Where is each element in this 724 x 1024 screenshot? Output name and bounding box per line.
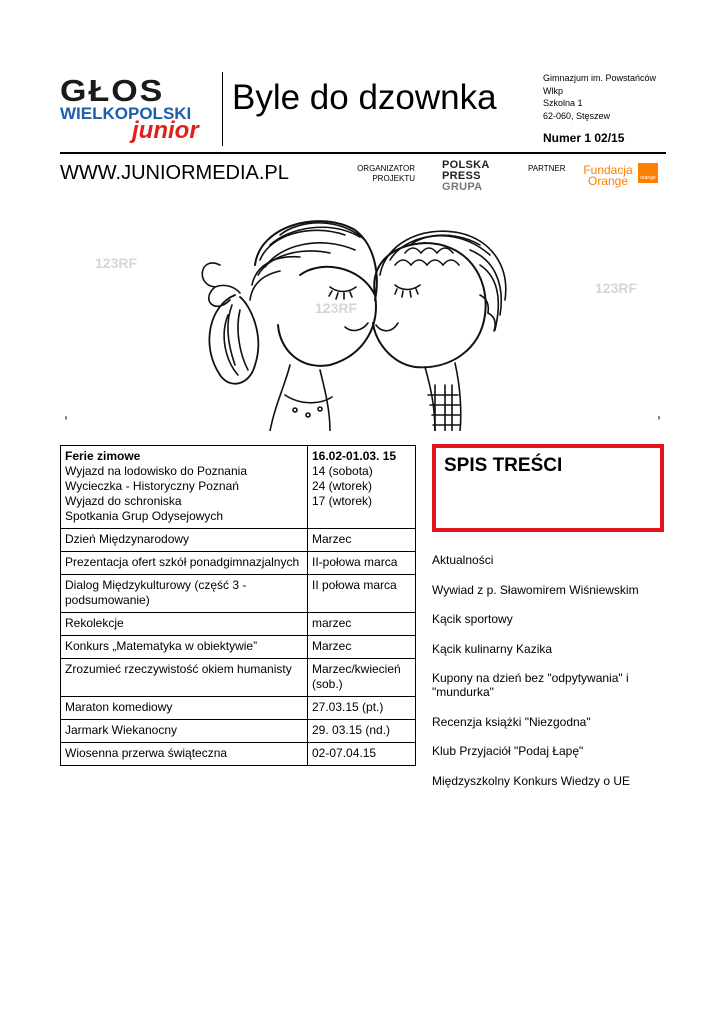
school-address <box>543 72 683 122</box>
event-date-line: 29. 03.15 (nd.) <box>312 723 391 737</box>
event-name-line: Prezentacja ofert szkół ponadgimnazjalnych <box>65 555 300 569</box>
table-row <box>61 720 416 743</box>
stray-comma: , <box>64 405 68 421</box>
event-date-line: II-połowa marca <box>312 555 398 569</box>
logo-wielkopolski-text: WIELKOPOLSKI <box>60 104 192 123</box>
table-row <box>61 575 416 613</box>
toc-list <box>432 553 672 803</box>
table-row <box>61 743 416 766</box>
event-date-line: marzec <box>312 616 352 630</box>
school-line: Gimnazjum im. Powstańców <box>543 73 657 83</box>
toc-title: SPIS TREŚCI <box>444 455 563 476</box>
event-date-line: 16.02-01.03. 15 <box>312 449 397 463</box>
toc-item[interactable]: Kupony na dzień bez "odpytywania" i "mundurka" <box>432 671 629 699</box>
event-date-cell <box>308 697 416 720</box>
event-date-line: 02-07.04.15 <box>312 746 377 760</box>
event-date-line: Marzec/kwiecień (sob.) <box>312 662 401 691</box>
event-name-cell <box>61 697 308 720</box>
event-date-cell <box>308 446 416 529</box>
event-date-line: 14 (sobota) <box>312 464 373 478</box>
toc-item[interactable]: Recenzja książki "Niezgodna" <box>432 714 591 729</box>
event-name-line: Spotkania Grup Odysejowych <box>65 509 224 523</box>
table-row <box>61 552 416 575</box>
issue-number: Numer 1 02/15 <box>543 131 625 145</box>
organizer-label: ORGANIZATOR PROJEKTU <box>357 164 415 183</box>
event-name-line: Rekolekcje <box>65 616 124 630</box>
event-name-line: Wiosenna przerwa świąteczna <box>65 746 228 760</box>
toc-item[interactable]: Klub Przyjaciół "Podaj Łapę" <box>432 744 584 758</box>
table-row <box>61 659 416 697</box>
event-name-line: Dzień Międzynarodowy <box>65 532 190 546</box>
event-date-line: II połowa marca <box>312 578 397 592</box>
event-name-cell <box>61 529 308 552</box>
newsletter-title: Byle do dzownka <box>232 78 497 117</box>
event-name-cell <box>61 613 308 636</box>
kissing-couple-illustration <box>64 205 661 431</box>
event-name-cell <box>61 575 308 613</box>
event-date-line: Marzec <box>312 532 352 546</box>
toc-item[interactable]: Kącik sportowy <box>432 612 513 626</box>
event-name-line: Wyjazd na lodowisko do Poznania <box>65 464 247 478</box>
website-link[interactable]: WWW.JUNIORMEDIA.PL <box>60 162 289 184</box>
logo-glos-text: GŁOS <box>60 73 165 109</box>
event-name-cell <box>61 552 308 575</box>
events-table <box>60 445 416 766</box>
event-name-line: Dialog Międzykulturowy (część 3 - podsumowanie) <box>65 578 247 607</box>
header-divider <box>222 72 223 146</box>
event-name-cell <box>61 659 308 697</box>
header-rule <box>60 152 666 154</box>
watermark: 123RF <box>315 300 358 316</box>
partner-label: PARTNER <box>528 164 566 173</box>
press-logo-line: POLSKA <box>442 159 490 171</box>
event-date-cell <box>308 720 416 743</box>
event-date-cell <box>308 552 416 575</box>
event-date-cell <box>308 636 416 659</box>
press-logo-line: PRESS <box>442 170 481 182</box>
event-name-cell <box>61 743 308 766</box>
event-name-line: Zrozumieć rzeczywistość okiem humanisty <box>65 662 292 676</box>
watermark: 123RF <box>595 280 638 296</box>
couple-sketch <box>180 205 550 431</box>
event-name-cell <box>61 446 308 529</box>
table-row <box>61 529 416 552</box>
event-date-line: Marzec <box>312 639 352 653</box>
event-date-cell <box>308 529 416 552</box>
watermark: 123RF <box>95 255 138 271</box>
school-line: 62-060, Stęszew <box>543 110 611 121</box>
toc-item[interactable]: Aktualności <box>432 553 494 567</box>
event-name-line: Wyjazd do schroniska <box>65 494 182 508</box>
event-date-line: 24 (wtorek) <box>312 479 373 493</box>
event-date-line: 17 (wtorek) <box>312 494 373 508</box>
school-line: Szkolna 1 <box>543 98 583 109</box>
event-date-cell <box>308 613 416 636</box>
event-name-line: Wycieczka - Historyczny Poznań <box>65 479 239 493</box>
orange-logo-square: orange <box>638 163 658 183</box>
table-row <box>61 636 416 659</box>
toc-item[interactable]: Międzyszkolny Konkurs Wiedzy o UE <box>432 773 631 788</box>
stray-comma: , <box>657 405 661 421</box>
fundacja-line: Orange <box>587 174 629 188</box>
fundacja-orange-logo <box>583 165 633 187</box>
fundacja-line: Fundacja <box>583 163 633 177</box>
event-name-line: Ferie zimowe <box>65 449 141 463</box>
event-name-line: Maraton komediowy <box>65 700 173 714</box>
table-row <box>61 697 416 720</box>
logo-junior-text: junior <box>132 117 199 144</box>
event-date-cell <box>308 743 416 766</box>
polska-press-logo <box>442 160 490 193</box>
event-name-cell <box>61 636 308 659</box>
toc-item[interactable]: Kącik kulinarny Kazika <box>432 641 553 656</box>
toc-item[interactable]: Wywiad z p. Sławomirem Wiśniewskim <box>432 582 639 597</box>
event-name-line: Konkurs „Matematyka w obiektywie” <box>65 639 258 653</box>
school-line: Wlkp <box>543 85 563 96</box>
event-date-cell <box>308 659 416 697</box>
press-logo-line: GRUPA <box>442 181 483 193</box>
table-row <box>61 446 416 529</box>
table-row <box>61 613 416 636</box>
event-name-cell <box>61 720 308 743</box>
event-date-line: 27.03.15 (pt.) <box>312 700 384 714</box>
event-name-line: Jarmark Wiekanocny <box>65 723 178 737</box>
event-date-cell <box>308 575 416 613</box>
